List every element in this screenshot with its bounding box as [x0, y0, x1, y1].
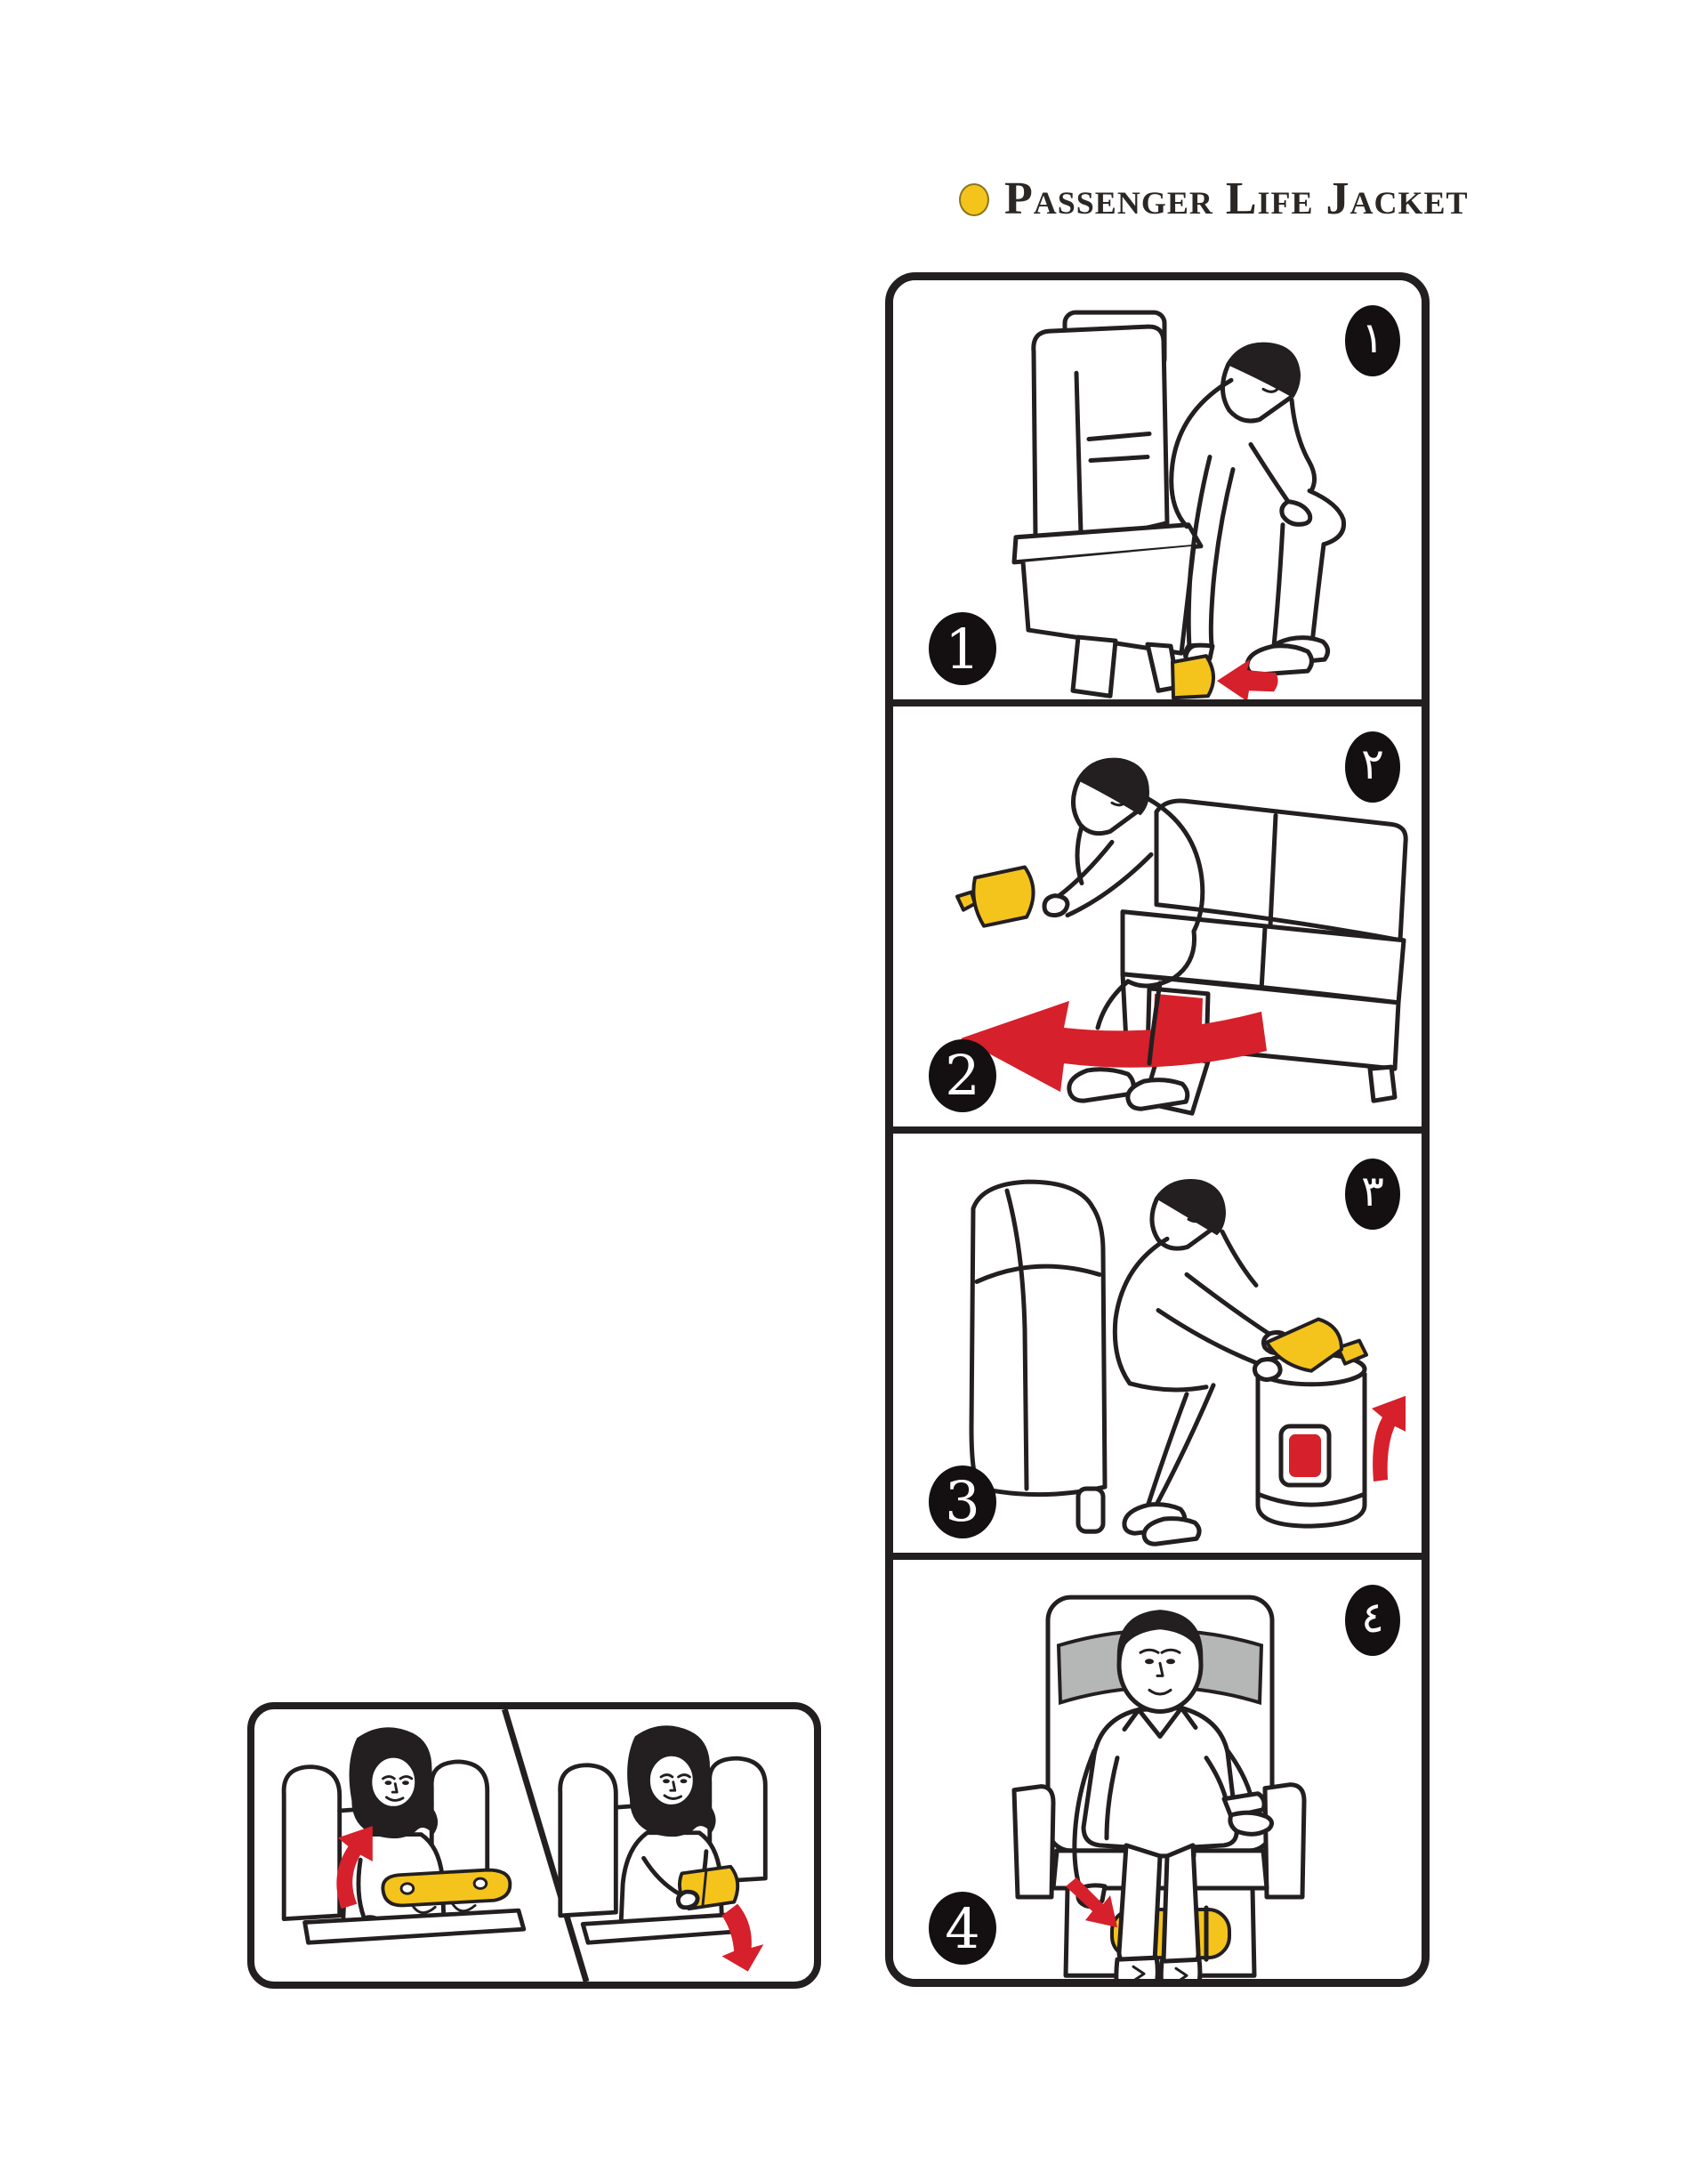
panel-divider	[893, 1126, 1422, 1134]
life-jacket-pouch	[678, 1867, 737, 1910]
passenger-figure	[1172, 343, 1344, 674]
step-2-badge-western: 2	[929, 1039, 996, 1112]
container-latch	[1289, 1433, 1321, 1476]
step-panel-1	[893, 280, 1422, 699]
step-panel-4	[893, 1560, 1422, 1979]
step-4-badge-western: 4	[929, 1892, 996, 1965]
step-1-badge-arabic: ١	[1345, 305, 1400, 376]
page-title: Passenger Life Jacket	[1004, 174, 1469, 224]
armrest	[583, 1914, 746, 1942]
scene-open-armrest	[284, 1727, 524, 1942]
step-3-badge-arabic: ٣	[1345, 1159, 1400, 1230]
armchair-seat	[971, 1182, 1105, 1531]
life-jacket-pouch	[957, 868, 1034, 926]
armrest-life-jacket-panel	[247, 1702, 821, 1989]
panel-divider	[893, 699, 1422, 706]
bullet-icon	[959, 183, 989, 216]
section-header	[959, 176, 1469, 222]
step-panel-3	[893, 1134, 1422, 1553]
step-3-badge-western: 3	[929, 1465, 996, 1538]
bench-seat	[1123, 801, 1406, 1113]
life-jacket-case	[383, 1870, 510, 1913]
scene-jacket-removed	[560, 1725, 766, 1971]
remove-direction-arrow	[721, 1904, 763, 1972]
lift-direction-arrow	[1372, 1395, 1406, 1481]
step-1-badge-western: 1	[929, 612, 996, 685]
step-2-badge-arabic: ٢	[1345, 731, 1400, 803]
life-jacket-steps-card	[885, 272, 1430, 1987]
panel-divider	[893, 1553, 1422, 1560]
step-4-badge-arabic: ٤	[1345, 1585, 1400, 1656]
step-panel-2	[893, 706, 1422, 1126]
illustration-armrest-stowage	[254, 1709, 814, 1982]
